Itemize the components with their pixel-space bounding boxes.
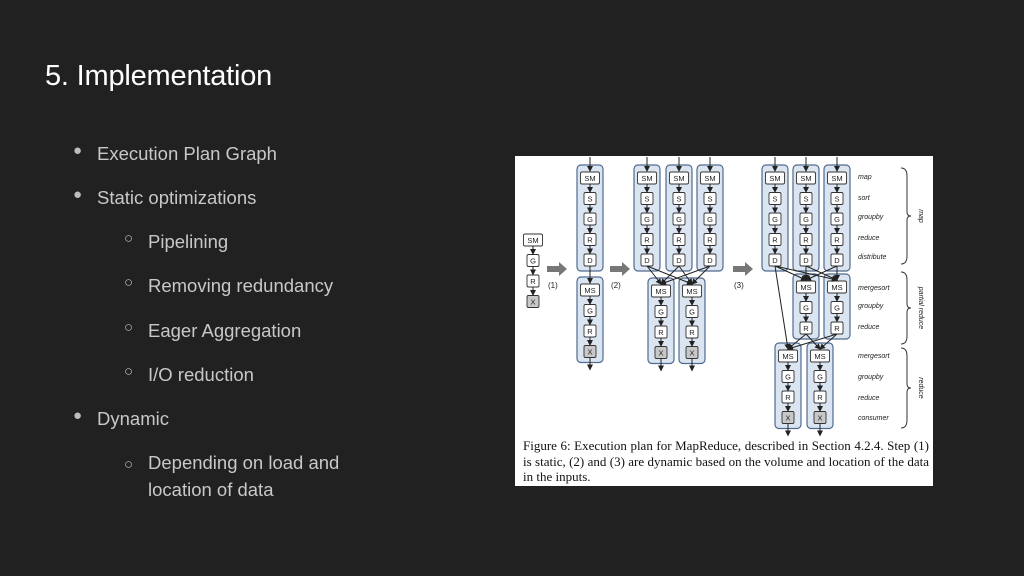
plan-node-label-r: R — [707, 235, 713, 245]
bullet-static-optimizations: ● Static optimizations — [73, 186, 257, 208]
stage-label: distribute — [858, 254, 887, 261]
stage-label: groupby — [858, 303, 884, 310]
stage-label: consumer — [858, 415, 889, 422]
plan-node-label-g: G — [530, 256, 536, 266]
bullet-circle-icon: ○ — [124, 456, 134, 473]
plan-node-label-s: S — [834, 194, 840, 204]
plan-node-label-r: R — [772, 235, 778, 245]
plan-node-label-r: R — [658, 328, 664, 338]
phase-label: partial reduce — [917, 286, 924, 330]
plan-node-label-g: G — [587, 306, 593, 316]
plan-node-label-s: S — [772, 194, 778, 204]
plan-node-label-x: X — [658, 348, 664, 358]
stage-label: map — [858, 174, 872, 181]
phase-brace — [901, 348, 911, 428]
bullet-eager-aggregation: ○ Eager Aggregation — [124, 319, 302, 341]
plan-node-label-s: S — [707, 194, 713, 204]
plan-node-label-s: S — [644, 194, 650, 204]
stage-label: groupby — [858, 374, 884, 381]
phase-brace — [901, 272, 911, 344]
plan-node-label-sm: SM — [673, 174, 685, 184]
plan-node-label-x: X — [587, 347, 593, 357]
stage-label: reduce — [858, 395, 880, 402]
bullet-depending-on-load: ○ Depending on load and location of data — [124, 452, 340, 500]
plan-node-label-x: X — [530, 297, 536, 307]
plan-node-label-g: G — [644, 215, 650, 225]
stage-label: reduce — [858, 324, 880, 331]
phase-label: map — [917, 209, 924, 223]
plan-node-label-x: X — [785, 413, 791, 423]
plan-node-label-s: S — [587, 194, 593, 204]
plan-node-label-r: R — [803, 235, 809, 245]
plan-node-label-sm: SM — [641, 174, 653, 184]
plan-node-label-g: G — [803, 303, 809, 313]
plan-node-label-x: X — [689, 348, 695, 358]
phase-label: reduce — [917, 377, 924, 399]
plan-node-label-g: G — [587, 215, 593, 225]
plan-node-label-g: G — [689, 307, 695, 317]
plan-node-label-d: D — [676, 256, 682, 266]
plan-node-label-r: R — [644, 235, 650, 245]
bullet-dynamic: ● Dynamic — [73, 407, 169, 429]
bullet-pipelining: ○ Pipelining — [124, 230, 229, 252]
plan-node-label-ms: MS — [800, 283, 812, 293]
plan-node-label-d: D — [834, 256, 840, 266]
plan-node-label-r: R — [803, 324, 809, 334]
plan-node-label-r: R — [676, 235, 682, 245]
plan-node-label-d: D — [707, 256, 713, 266]
bullet-dot-icon: ● — [73, 407, 83, 424]
plan-node-label-d: D — [803, 256, 809, 266]
bullet-dot-icon: ● — [73, 142, 83, 159]
bullet-dot-icon: ● — [73, 186, 83, 203]
bullet-circle-icon: ○ — [124, 319, 134, 336]
plan-edge — [775, 266, 788, 349]
bullet-execution-plan-graph: ● Execution Plan Graph — [73, 142, 277, 164]
plan-node-label-sm: SM — [831, 174, 843, 184]
stage-label: sort — [858, 195, 870, 202]
plan-node-label-r: R — [530, 277, 536, 287]
plan-node-label-g: G — [834, 303, 840, 313]
step-arrow — [547, 262, 567, 276]
plan-node-label-sm: SM — [769, 174, 781, 184]
figure-caption: Figure 6: Execution plan for MapReduce, described in Section 4.2.4. Step (1) is static, (2) and (3) are dynamic based on the volume and location of the data in the inputs. — [523, 438, 929, 484]
execution-plan-figure — [515, 156, 933, 486]
plan-node-label-g: G — [834, 215, 840, 225]
plan-node-label-ms: MS — [686, 287, 698, 297]
slide-title: 5. Implementation — [45, 60, 273, 92]
plan-node-label-s: S — [803, 194, 809, 204]
plan-node-label-g: G — [785, 372, 791, 382]
plan-node-label-ms: MS — [814, 352, 826, 362]
plan-node-label-d: D — [587, 256, 593, 266]
bullet-circle-icon: ○ — [124, 363, 134, 380]
stage-label: reduce — [858, 235, 880, 242]
execution-plan-diagram — [515, 156, 933, 438]
plan-node-label-r: R — [587, 235, 593, 245]
plan-node-label-g: G — [676, 215, 682, 225]
plan-node-label-sm: SM — [704, 174, 716, 184]
plan-node-label-d: D — [772, 256, 778, 266]
plan-node-label-ms: MS — [655, 287, 667, 297]
plan-node-label-g: G — [707, 215, 713, 225]
step-label-1: (1) — [548, 281, 558, 290]
plan-node-label-ms: MS — [831, 283, 843, 293]
bullet-circle-icon: ○ — [124, 274, 134, 291]
bullet-removing-redundancy: ○ Removing redundancy — [124, 274, 334, 296]
stage-label: groupby — [858, 214, 884, 221]
plan-node-label-d: D — [644, 256, 650, 266]
bullet-io-reduction: ○ I/O reduction — [124, 363, 254, 385]
plan-node-label-ms: MS — [782, 352, 794, 362]
stage-label: mergesort — [858, 353, 890, 360]
plan-node-label-s: S — [676, 194, 682, 204]
plan-node-label-g: G — [817, 372, 823, 382]
plan-node-label-r: R — [834, 235, 840, 245]
plan-node-label-r: R — [817, 393, 823, 403]
plan-node-label-r: R — [689, 328, 695, 338]
stage-label: mergesort — [858, 285, 890, 292]
plan-node-label-sm: SM — [584, 174, 596, 184]
plan-node-label-r: R — [834, 324, 840, 334]
phase-brace — [901, 168, 911, 264]
plan-node-label-r: R — [785, 393, 791, 403]
step-arrow — [733, 262, 753, 276]
plan-node-label-g: G — [772, 215, 778, 225]
plan-node-label-r: R — [587, 327, 593, 337]
bullet-circle-icon: ○ — [124, 230, 134, 247]
step-arrow — [610, 262, 630, 276]
step-label-3: (3) — [734, 281, 744, 290]
step-label-2: (2) — [611, 281, 621, 290]
plan-node-label-sm: SM — [527, 236, 539, 246]
plan-node-label-sm: SM — [800, 174, 812, 184]
plan-node-label-ms: MS — [584, 286, 596, 296]
plan-node-label-x: X — [817, 413, 823, 423]
plan-node-label-g: G — [658, 307, 664, 317]
plan-node-label-g: G — [803, 215, 809, 225]
